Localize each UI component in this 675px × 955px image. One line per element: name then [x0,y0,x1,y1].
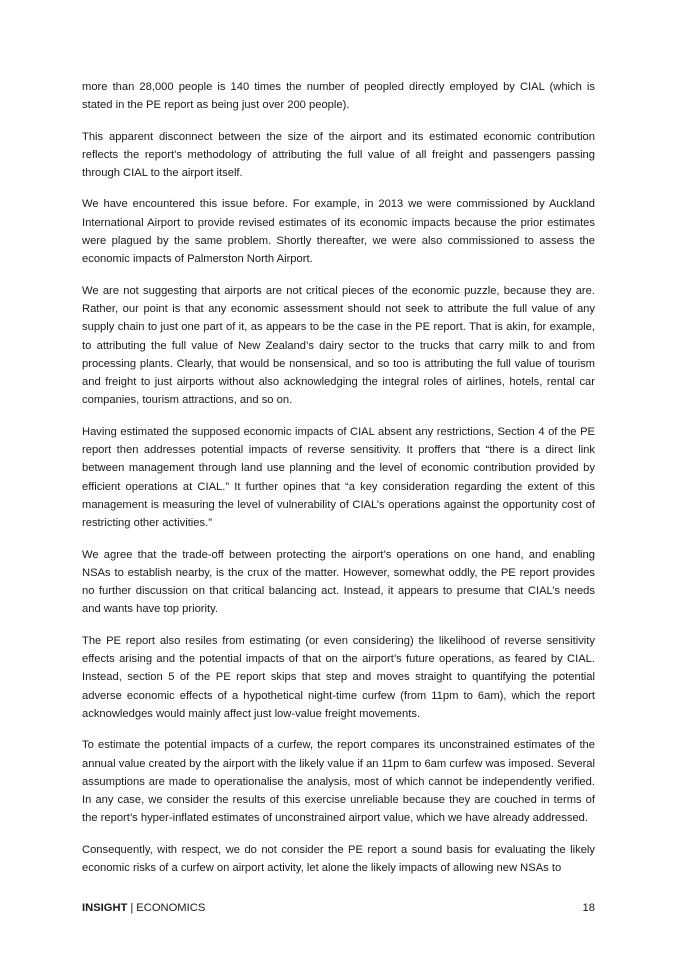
body-paragraph: more than 28,000 people is 140 times the number of peopled directly employed by CIAL (which is stated in the PE report as being just over 200 people). [82,81,595,112]
body-paragraph: The PE report also resiles from estimating (or even considering) the likelihood of reverse sensitivity effects arising and the potential impacts of that on the airport’s future operations, as feared by CIAL. Instead, section 5 of the PE report skips that step and moves straight to quantifying the potential adverse economic effects of a hypothetical night-time curfew (from 11pm to 6am), which the report acknowledges would mainly affect just low-value freight movements. [82,634,595,720]
footer-brand [82,900,205,916]
body-paragraph: We agree that the trade-off between protecting the airport’s operations on one hand, and enabling NSAs to establish nearby, is the crux of the matter. However, somewhat oddly, the PE report provides no further discussion on that critical balancing act. Instead, it appears to presume that CIAL’s needs and wants have top priority. [82,548,595,616]
body-paragraph: Having estimated the supposed economic impacts of CIAL absent any restrictions, Section 4 of the PE report then addresses potential impacts of reverse sensitivity. It proffers that “there is a direct link between management through land use planning and the level of economic contribution provided by efficient operations at CIAL.” It further opines that “a key consideration regarding the extent of this management is measuring the level of vulnerability of CIAL’s operations against the opportunity cost of restricting other activities.” [82,425,595,530]
body-paragraph: We have encountered this issue before. For example, in 2013 we were commissioned by Auckland International Airport to provide revised estimates of its economic impacts because the prior estimates were plagued by the same problem. Shortly thereafter, we were also commissioned to assess the economic impacts of Palmerston North Airport. [82,198,595,266]
page-number: 18 [582,902,595,914]
page-body [82,78,595,890]
footer-brand-rest: ECONOMICS [136,902,206,914]
page-footer [82,900,595,916]
body-paragraph: This apparent disconnect between the size of the airport and its estimated economic contribution reflects the report’s methodology of attributing the full value of all freight and passengers passing through CIAL to the airport itself. [82,130,595,180]
footer-brand-bold: INSIGHT [82,902,128,914]
body-paragraph: We are not suggesting that airports are not critical pieces of the economic puzzle, because they are. Rather, our point is that any economic assessment should not seek to attribute the full value of any supply chain to just one part of it, as appears to be the case in the PE report. That is akin, for example, to attributing the full value of New Zealand’s dairy sector to the trucks that carry milk to and from processing plants. Clearly, that would be nonsensical, and so too is attributing the full value of tourism and freight to just airports without also acknowledging the integral roles of airlines, hotels, rental car companies, tourism attractions, and so on. [82,284,595,407]
footer-separator: | [130,902,134,914]
body-paragraph: Consequently, with respect, we do not consider the PE report a sound basis for evaluating the likely economic risks of a curfew on airport activity, let alone the likely impacts of allowing new NSAs to [82,843,595,874]
body-paragraph: To estimate the potential impacts of a curfew, the report compares its unconstrained estimates of the annual value created by the airport with the likely value if an 11pm to 6am curfew was imposed. Several assumptions are made to operationalise the analysis, most of which cannot be independently verified. In any case, we consider the results of this exercise unreliable because they are couched in terms of the report’s hyper-inflated estimates of unconstrained airport value, which we have already addressed. [82,739,595,825]
